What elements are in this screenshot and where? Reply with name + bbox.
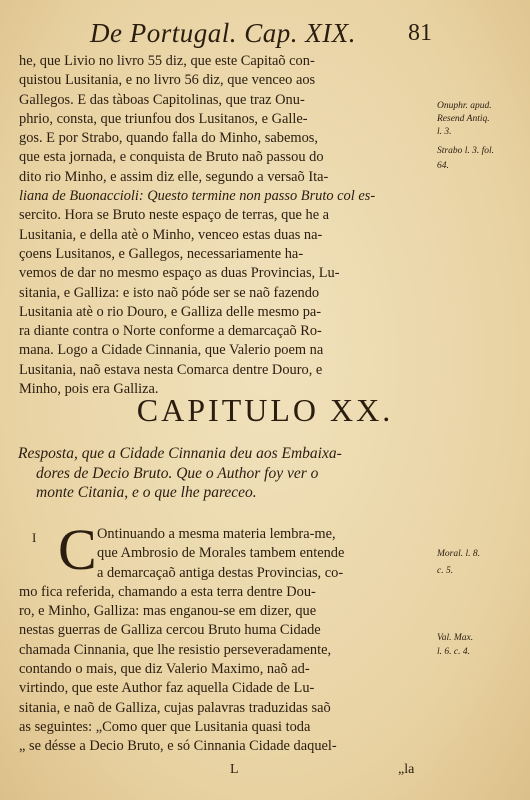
page-header [0, 18, 530, 52]
text-line: he, que Livio no livro 55 diz, que este Capitaõ con- [19, 53, 315, 69]
text-line: que Ambrosio de Morales tambem entende [97, 545, 345, 562]
text-line: Lusitania, e della atè o Minho, venceo estas duas na- [19, 226, 323, 243]
text-line: mana. Logo a Cidade Cinnania, que Valerio poem na [19, 342, 324, 359]
text-line: as seguintes: „Como quer que Lusitania quasi toda [19, 718, 311, 735]
text-line: vemos de dar no mesmo espaço as duas Provincias, Lu- [19, 265, 340, 282]
text-line: quistou Lusitania, e no livro 56 diz, que venceo aos [19, 72, 316, 89]
text-line-italic-quote: liana de Buonaccioli: Questo termine non passo Bruto col es- [19, 188, 376, 205]
text-line: sercito. Hora se Bruto neste espaço de terras, que he a [19, 207, 330, 224]
text-line: nestas guerras de Galliza cercou Bruto huma Cidade [19, 622, 321, 639]
margin-note: c. 5. [437, 566, 454, 576]
text-line: mo fica referida, chamando a esta terra dentre Dou- [19, 583, 316, 600]
text-line: chamada Cinnania, que lhe resistio perseveradamente, [19, 641, 332, 658]
text-line: sitania, e naõ de Galliza, cujas palavras traduzidas saõ [19, 699, 331, 716]
text-line: Minho, pois era Galliza. [19, 381, 159, 398]
text-line: phrio, consta, que triunfou dos Lusitanos, e Galle- [19, 110, 308, 127]
text-line: Lusitania atè o rio Douro, e Galliza delle mesmo pa- [19, 303, 322, 320]
text-line: a demarcaçaõ antiga destas Provincias, co- [97, 564, 344, 581]
text-line: gos. E por Strabo, quando falla do Minho, sabemos, [19, 130, 318, 147]
margin-note: Val. Max. [437, 633, 474, 643]
text-line: virtindo, que este Author faz aquella Cidade de Lu- [19, 680, 315, 697]
text-line: Ontinuando a mesma materia lembra-me, [97, 526, 336, 542]
text-line: dito rio Minho, e assim diz elle, segundo a versaõ Ita- [19, 168, 329, 185]
margin-note: l. 6. c. 4. [437, 647, 470, 657]
lower-body-text [19, 525, 433, 757]
margin-note: l. 3. [437, 127, 452, 137]
text-line: sitania, e Galliza: e isto naõ póde ser se naõ fazendo [19, 284, 320, 301]
text-line: „ se désse a Decio Bruto, e só Cinnania Cidade daquel- [19, 738, 337, 755]
text-line: Gallegos. E das tàboas Capitolinas, que traz Onu- [19, 91, 305, 108]
catchword: „la [398, 762, 415, 777]
text-line: ro, e Minho, Galliza: mas enganou-se em dizer, que [19, 603, 317, 620]
text-line: çoens Lusitanos, e Gallegos, necessariamente ha- [19, 245, 304, 262]
text-line: Lusitania, naõ estava nesta Comarca dentre Douro, e [19, 361, 323, 378]
chapter-title: CAPITULO XX. [136, 392, 394, 428]
signature-mark: L [230, 762, 239, 777]
text-line: contando o mais, que diz Valerio Maximo, naõ ad- [19, 661, 310, 678]
margin-note: Resend Antiq. [437, 114, 490, 124]
text-line: ra diante contra o Norte conforme a demarcaçaõ Ro- [19, 323, 322, 340]
running-head: De Portugal. Cap. XIX. [90, 18, 356, 48]
summary-line: Resposta, que a Cidade Cinnania deu aos Embaixa- [18, 445, 342, 462]
margin-note: 64. [437, 161, 449, 171]
text-line: que esta jornada, e conquista de Bruto naõ passou do [19, 149, 324, 166]
margin-note: Moral. l. 8. [437, 549, 481, 559]
summary-line: monte Citania, e o que lhe pareceo. [36, 484, 257, 501]
chapter-summary [18, 444, 438, 503]
margin-note: Strabo l. 3. fol. [437, 146, 495, 156]
upper-body-text [19, 52, 433, 399]
drop-cap-letter: C [58, 517, 97, 582]
summary-line: dores de Decio Bruto. Que o Author foy ver o [36, 464, 319, 482]
page-number: 81 [408, 20, 432, 46]
margin-note: Onuphr. apud. [437, 101, 492, 111]
paragraph-number: I [32, 530, 37, 545]
